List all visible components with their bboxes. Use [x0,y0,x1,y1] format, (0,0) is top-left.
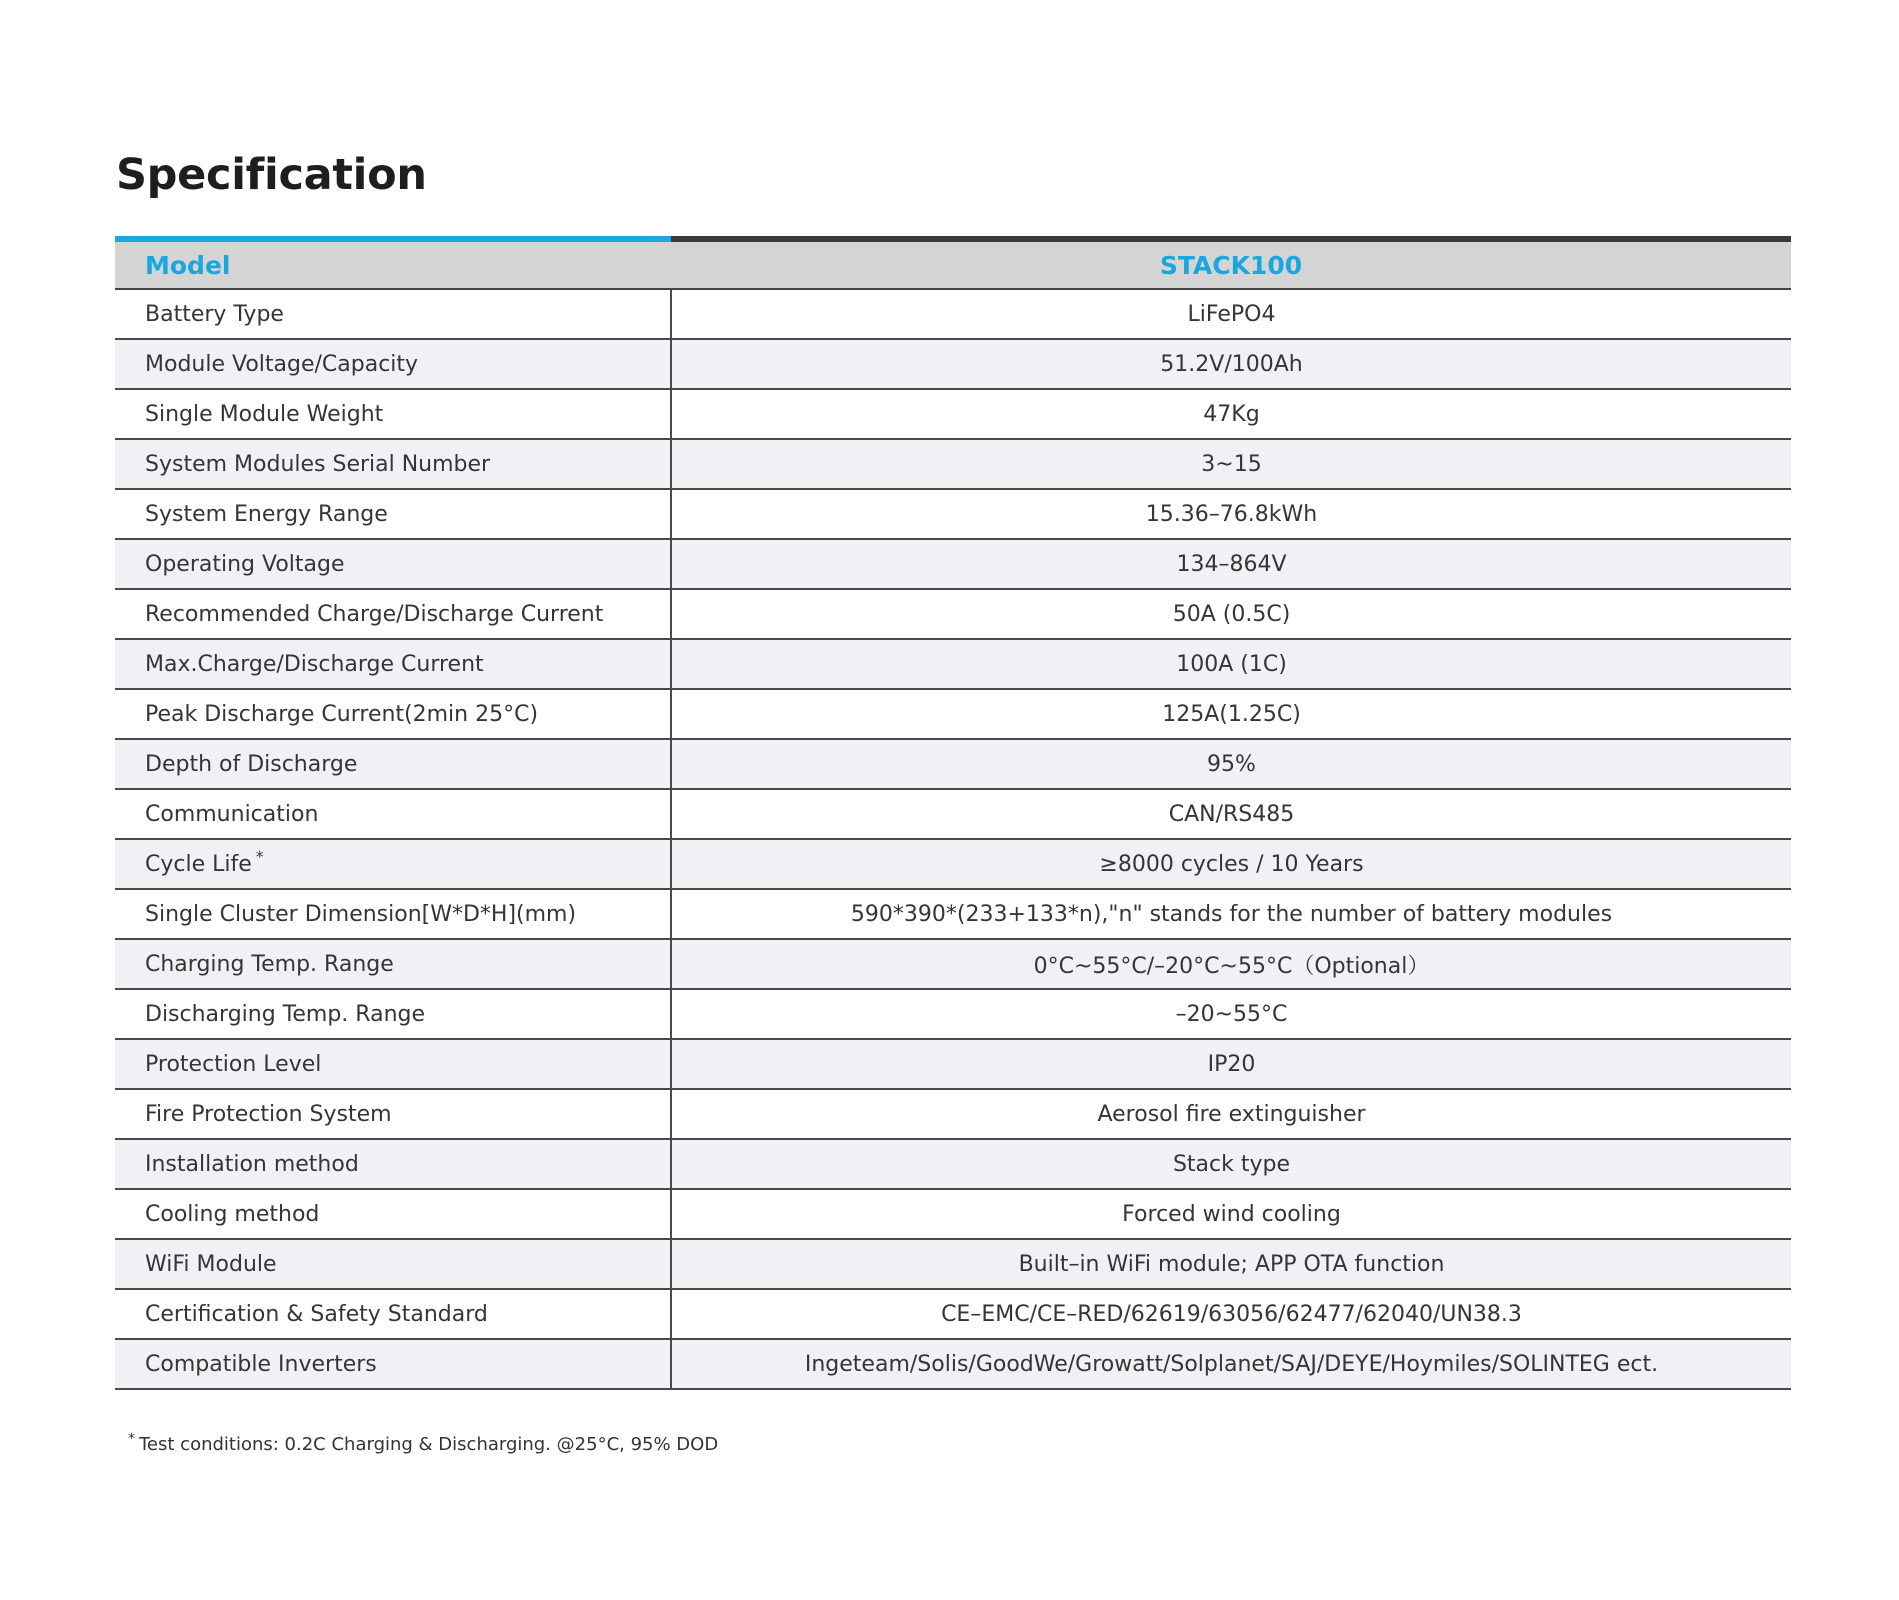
param-value: 51.2V/100Ah [671,339,1791,389]
param-value: 95% [671,739,1791,789]
param-value: 125A(1.25C) [671,689,1791,739]
param-name: Peak Discharge Current(2min 25°C) [115,689,671,739]
param-value: CAN/RS485 [671,789,1791,839]
param-name: Fire Protection System [115,1089,671,1139]
param-name: Recommended Charge/Discharge Current [115,589,671,639]
footnote-marker: * [255,847,264,867]
param-name: Cooling method [115,1189,671,1239]
param-value: 47Kg [671,389,1791,439]
table-row [115,739,1791,789]
footnote-marker: * [128,1431,135,1447]
table-row [115,589,1791,639]
param-name: System Energy Range [115,489,671,539]
param-value: 3~15 [671,439,1791,489]
page-title: Specification [116,150,427,200]
table-row [115,939,1791,989]
param-name: WiFi Module [115,1239,671,1289]
param-name: Operating Voltage [115,539,671,589]
table-row [115,639,1791,689]
param-name: Module Voltage/Capacity [115,339,671,389]
table-row [115,1089,1791,1139]
table-row [115,389,1791,439]
param-name: Single Module Weight [115,389,671,439]
table-row [115,889,1791,939]
footnote [128,1431,719,1455]
param-name: Certification & Safety Standard [115,1289,671,1339]
table-row [115,839,1791,889]
param-name: Single Cluster Dimension[W*D*H](mm) [115,889,671,939]
param-name: Battery Type [115,289,671,339]
table-row [115,1289,1791,1339]
param-value: Forced wind cooling [671,1189,1791,1239]
param-value: 134–864V [671,539,1791,589]
param-name: Charging Temp. Range [115,939,671,989]
table-row [115,289,1791,339]
param-name: Protection Level [115,1039,671,1089]
table-row [115,1039,1791,1089]
param-value: 50A (0.5C) [671,589,1791,639]
footnote-text: Test conditions: 0.2C Charging & Discharging. @25°C, 95% DOD [139,1434,719,1455]
table-row [115,539,1791,589]
table-row [115,1339,1791,1389]
table-row [115,989,1791,1039]
param-value: CE–EMC/CE–RED/62619/63056/62477/62040/UN38.3 [671,1289,1791,1339]
table-row [115,439,1791,489]
table-header-row [115,239,1791,289]
param-name-cycle-life [115,839,671,889]
table-row [115,1189,1791,1239]
param-name-text: Cycle Life [145,851,252,877]
param-value: ≥8000 cycles / 10 Years [671,839,1791,889]
param-value: IP20 [671,1039,1791,1089]
param-value: 100A (1C) [671,639,1791,689]
param-value: Built–in WiFi module; APP OTA function [671,1239,1791,1289]
table-row [115,689,1791,739]
table-row [115,1139,1791,1189]
param-value: 590*390*(233+133*n),"n" stands for the number of battery modules [671,889,1791,939]
param-value: LiFePO4 [671,289,1791,339]
param-value: Ingeteam/Solis/GoodWe/Growatt/Solplanet/SAJ/DEYE/Hoymiles/SOLINTEG ect. [671,1339,1791,1389]
header-model-label: Model [115,239,671,289]
table-row [115,489,1791,539]
table-row [115,1239,1791,1289]
header-model-value: STACK100 [671,239,1791,289]
param-value: 0°C~55°C/–20°C~55°C（Optional） [671,939,1791,989]
param-value: Aerosol fire extinguisher [671,1089,1791,1139]
param-value: Stack type [671,1139,1791,1189]
param-name: Installation method [115,1139,671,1189]
param-name: Max.Charge/Discharge Current [115,639,671,689]
param-value: –20~55°C [671,989,1791,1039]
table-row [115,789,1791,839]
param-value: 15.36–76.8kWh [671,489,1791,539]
specification-table [115,236,1791,1390]
param-name: Discharging Temp. Range [115,989,671,1039]
param-name: System Modules Serial Number [115,439,671,489]
table-row [115,339,1791,389]
param-name: Compatible Inverters [115,1339,671,1389]
param-name: Communication [115,789,671,839]
param-name: Depth of Discharge [115,739,671,789]
